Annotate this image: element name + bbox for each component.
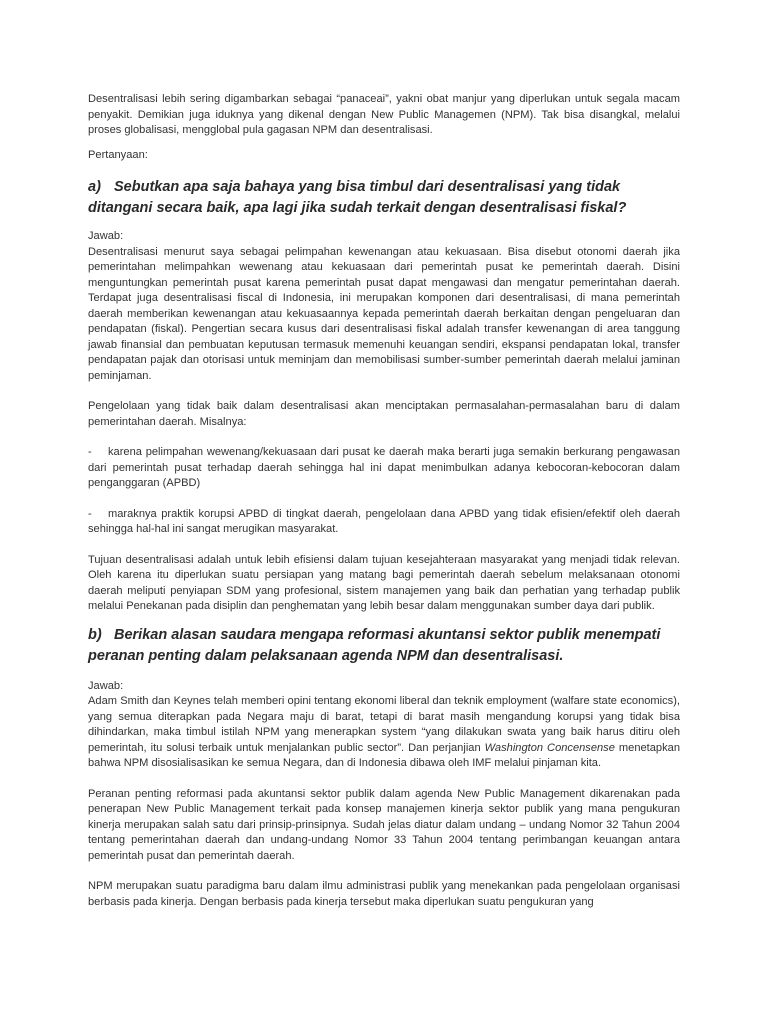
pertanyaan-label: Pertanyaan:	[88, 148, 148, 161]
answer-a-bullet-1	[88, 445, 680, 492]
question-a-label: a)	[88, 179, 101, 195]
answer-a-paragraph-2: Pengelolaan yang tidak baik dalam desentralisasi akan menciptakan permasalahan-permasalahan baru di dalam pemerintahan daerah. Misalnya:	[88, 400, 680, 428]
answer-a-paragraph-1: Desentralisasi menurut saya sebagai pelimpahan kewenangan atau kekuasaan. Bisa disebut otonomi daerah jika pemerintahan melimpahkan wewenang atau kekuasaan dari pemerintah pusat ke pemerintah daerah. Disini menguntungkan pemerintah pusat karena pemerintah pusat dapat mengawasi dan mengatur pemerintahan daerah. Terdapat juga desentralisasi fiscal di Indonesia, ini merupakan komponen dari desentralisasi, di mana pemerintah daerah memberikan kewenangan atau kekuasaannya kepada pemerintah daerah berkaitan dengan pengeluaran dan pendapatan (fiskal). Pengertian secara kusus dari desentralisasi fiskal adalah transfer kewenangan di area tanggung jawab finansial dan pembuatan keputusan termasuk memenuhi keuangan sendiri, ekspansi pendapatan lokal, transfer pendapatan pajak dan otorisasi untuk meminjam dan memobilisasi sumber-sumber pemerintah daerah melalui jaminan peminjaman.	[88, 245, 680, 382]
intro-paragraph: Desentralisasi lebih sering digambarkan sebagai “panaceai”, yakni obat manjur yang diperlukan untuk segala macam penyakit. Demikian juga iduknya yang dikenal dengan New Public Managemen (NPM). Tak bisa disangkal, melalui proses globalisasi, mengglobal pula gagasan NPM dan desentralisasi.	[88, 93, 680, 136]
document-page	[88, 92, 680, 910]
bullet-dash: -	[88, 446, 92, 458]
bullet-dash: -	[88, 507, 92, 520]
washington-concensense-text: Washington Concensense	[484, 741, 615, 754]
bullet-2-text: maraknya praktik korupsi APBD di tingkat daerah, pengelolaan dana APBD yang tidak efisien/efektif oleh daerah sehingga hal-hal ini sangat merugikan masyarakat.	[88, 507, 680, 535]
answer-a-jawab-label: Jawab:	[88, 230, 124, 242]
answer-b-jawab-label: Jawab:	[88, 679, 124, 692]
question-a-text: Sebutkan apa saja bahaya yang bisa timbul dari desentralisasi yang tidak ditangani secara baik, apa lagi jika sudah terkait dengan desentralisasi fiskal?	[88, 179, 627, 216]
question-b-text: Berikan alasan saudara mengapa reformasi akuntansi sektor publik menempati peranan penting dalam pelaksanaan agenda NPM dan desentralisasi.	[88, 626, 661, 664]
answer-a-block	[88, 229, 680, 384]
question-b-label: b)	[88, 626, 102, 643]
question-a	[88, 177, 680, 219]
bullet-1-text: karena pelimpahan wewenang/kekuasaan dari pusat ke daerah maka berarti juga semakin berkurang pengawasan dari pemerintah pusat terhadap daerah sehingga hal ini dapat menimbulkan adanya kebocoran-kebocoran dalam penganggaran (APBD)	[88, 446, 680, 489]
answer-a-bullet-2	[88, 507, 680, 538]
answer-a-paragraph-3: Tujuan desentralisasi adalah untuk lebih efisiensi dalam tujuan kesejahteraan masyarakat yang menjadi tidak relevan. Oleh karena itu diperlukan suatu persiapan yang matang bagi pemerintah daerah sebelum melaksanaan otonomi daerah meliputi penyiapan SDM yang profesional, sistem manajemen yang baik dan perhatian yang terhadap publik melalui Penekanan pada disiplin dan penghematan yang lebih besar dalam menggunakan sumber daya dari publik.	[88, 553, 680, 612]
question-b	[88, 625, 680, 667]
answer-b-paragraph-1	[88, 694, 680, 772]
answer-b-paragraph-2: Peranan penting reformasi pada akuntansi sektor publik dalam agenda New Public Management dikarenakan pada penerapan New Public Management terkait pada konsep manajemen kinerja sektor publik yang mana pengukuran kinerja merupakan salah satu dari prinsip-prinsipnya. Sudah jelas diatur dalam undang – undang Nomor 32 Tahun 2004 tentang pemerintahan daerah dan undang-undang Nomor 33 Tahun 2004 tentang perimbangan keuangan antara pemerintah pusat dan pemerintah daerah.	[88, 787, 680, 862]
answer-b-paragraph-1-part-a: Adam Smith dan Keynes telah memberi opini tentang ekonomi liberal dan teknik employment (walfare state economics), yang semua diterapkan pada Negara maju di barat, tetapi di barat masih mengandung korupsi yang tidak bisa dihindarkan, maka timbul istilah NPM yang menerapkan system “yang dilakukan swata yang baik harus ditiru oleh pemerintah, itu solusi terbaik untuk menjalankan public sector”. Dan perjanjian	[88, 695, 680, 754]
answer-b-paragraph-3: NPM merupakan suatu paradigma baru dalam ilmu administrasi publik yang menekankan pada pengelolaan organisasi berbasis pada kinerja. Dengan berbasis pada kinerja tersebut maka diperlukan suatu pengukuran yang	[88, 880, 680, 908]
answer-b-paragraph-1-part-b: menetapkan bahwa NPM disosialisasikan ke semua Negara, dan di Indonesia dibawa oleh IMF melalui pinjaman kita.	[88, 741, 680, 769]
answer-b-block	[88, 679, 680, 772]
